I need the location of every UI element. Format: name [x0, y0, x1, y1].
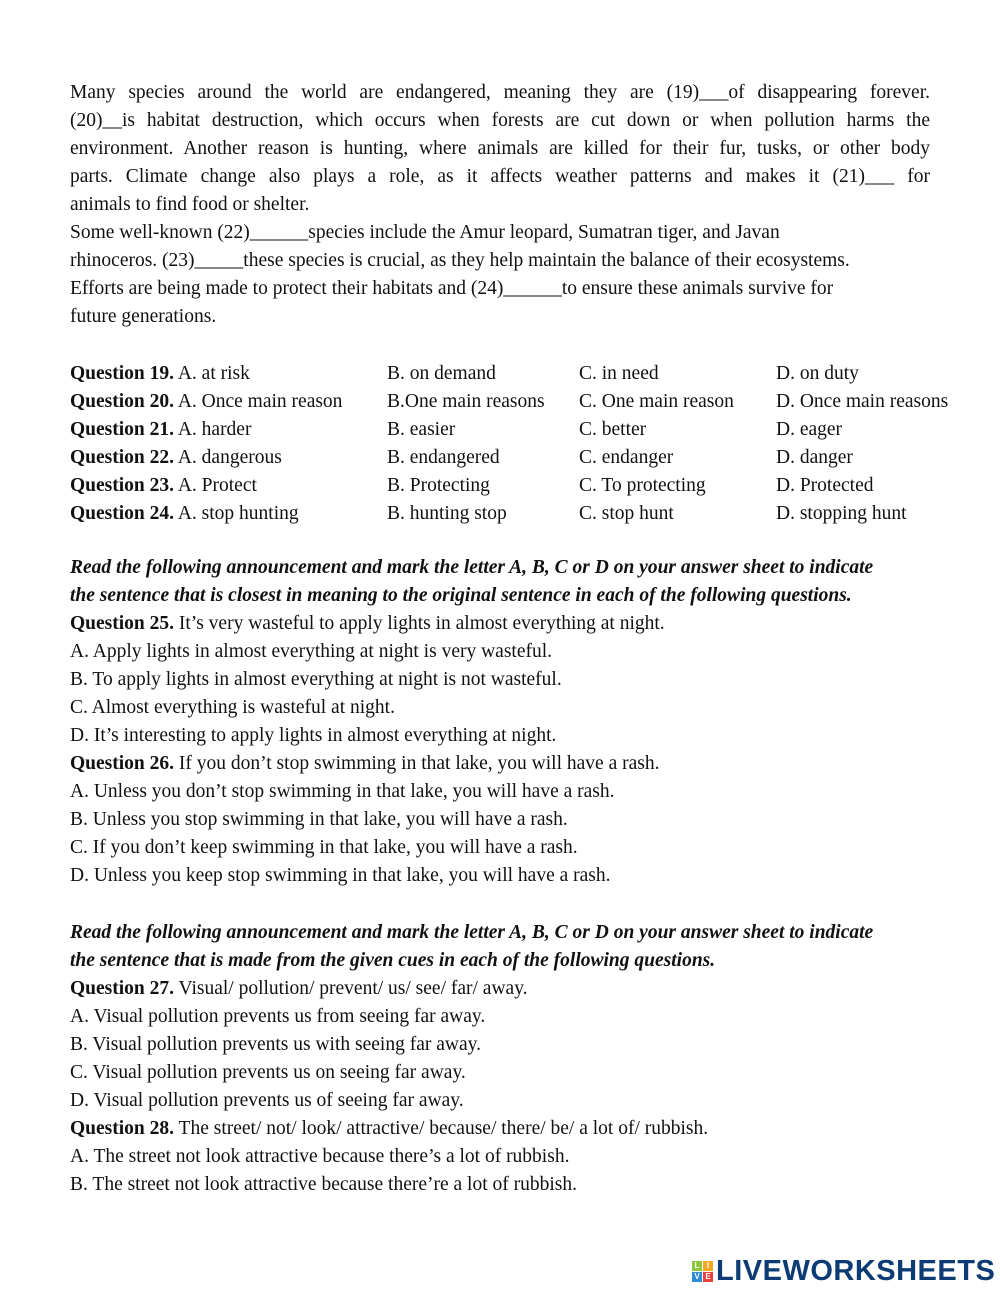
question-text: If you don’t stop swimming in that lake, you will have a rash.: [174, 753, 660, 774]
question-row: [70, 444, 990, 472]
section-given-cues: [70, 919, 930, 1199]
answer-option[interactable]: D. Visual pollution prevents us of seeing far away.: [70, 1090, 464, 1111]
option-d[interactable]: D. danger: [776, 447, 853, 468]
option-d[interactable]: D. on duty: [776, 363, 859, 384]
logo-tiles-icon: [692, 1261, 713, 1282]
option-c[interactable]: C. in need: [579, 363, 659, 384]
question-label: Question 23.: [70, 475, 175, 496]
logo-tile: I: [703, 1261, 713, 1271]
logo-tile: V: [692, 1272, 702, 1282]
answer-option[interactable]: C. If you don’t keep swimming in that lake, you will have a rash.: [70, 837, 578, 858]
option-a[interactable]: A. Protect: [177, 475, 257, 496]
answer-option[interactable]: A. Apply lights in almost everything at night is very wasteful.: [70, 641, 553, 662]
question-label: Question 25.: [70, 613, 175, 634]
passage-line: future generations.: [70, 306, 217, 327]
question-label: Question 19.: [70, 363, 175, 384]
passage-line: rhinoceros. (23)_____these species is crucial, as they help maintain the balance of their ecosystems.: [70, 250, 850, 271]
answer-option[interactable]: A. Unless you don’t stop swimming in that lake, you will have a rash.: [70, 781, 615, 802]
question-stem: [70, 610, 930, 638]
question-text: Visual/ pollution/ prevent/ us/ see/ far/ away.: [174, 978, 528, 999]
question-cell: [70, 360, 387, 388]
option-d[interactable]: D. Once main reasons: [776, 391, 949, 412]
question-cell: [70, 500, 387, 528]
question-cell: [70, 444, 387, 472]
question-label: Question 28.: [70, 1118, 175, 1139]
question-label: Question 27.: [70, 978, 175, 999]
question-cell: [70, 416, 387, 444]
option-b[interactable]: B. Protecting: [387, 475, 490, 496]
question-text: It’s very wasteful to apply lights in almost everything at night.: [174, 613, 665, 634]
option-c[interactable]: C. stop hunt: [579, 503, 674, 524]
question-label: Question 20.: [70, 391, 175, 412]
answer-option[interactable]: C. Visual pollution prevents us on seeing far away.: [70, 1062, 466, 1083]
answer-option[interactable]: B. Unless you stop swimming in that lake, you will have a rash.: [70, 809, 568, 830]
section-closest-meaning: [70, 554, 930, 890]
question-label: Question 26.: [70, 753, 175, 774]
passage-line: environment. Another reason is hunting, where animals are killed for their fur, tusks, or other body: [70, 138, 930, 159]
question-label: Question 21.: [70, 419, 175, 440]
question-stem: [70, 975, 930, 1003]
question-cell: [70, 388, 387, 416]
liveworksheets-logo: [692, 1255, 995, 1288]
option-b[interactable]: B. easier: [387, 419, 456, 440]
question-label: Question 22.: [70, 447, 175, 468]
passage-line: (20)__is habitat destruction, which occurs when forests are cut down or when pollution harms the: [70, 110, 930, 131]
instruction-line: the sentence that is closest in meaning to the original sentence in each of the following questions.: [70, 585, 852, 606]
answer-option[interactable]: D. Unless you keep stop swimming in that lake, you will have a rash.: [70, 865, 611, 886]
instruction-line: Read the following announcement and mark the letter A, B, C or D on your answer sheet to indicate: [70, 922, 874, 943]
passage-line: Many species around the world are endangered, meaning they are (19)___of disappearing forever.: [70, 82, 930, 103]
question-row: [70, 472, 990, 500]
option-b[interactable]: B. hunting stop: [387, 503, 507, 524]
question-row: [70, 360, 990, 388]
question-stem: [70, 750, 930, 778]
option-c[interactable]: C. To protecting: [579, 475, 706, 496]
option-a[interactable]: A. at risk: [177, 363, 250, 384]
answer-option[interactable]: A. The street not look attractive because there’s a lot of rubbish.: [70, 1146, 570, 1167]
passage-line: Some well-known (22)______species include the Amur leopard, Sumatran tiger, and Javan: [70, 222, 780, 243]
option-a[interactable]: A. stop hunting: [177, 503, 299, 524]
answer-option[interactable]: A. Visual pollution prevents us from seeing far away.: [70, 1006, 486, 1027]
option-b[interactable]: B. endangered: [387, 447, 500, 468]
answer-option[interactable]: B. Visual pollution prevents us with seeing far away.: [70, 1034, 481, 1055]
logo-tile: L: [692, 1261, 702, 1271]
question-text: The street/ not/ look/ attractive/ because/ there/ be/ a lot of/ rubbish.: [174, 1118, 709, 1139]
option-a[interactable]: A. harder: [177, 419, 252, 440]
option-d[interactable]: D. eager: [776, 419, 843, 440]
passage-line: Efforts are being made to protect their habitats and (24)______to ensure these animals survive for: [70, 278, 834, 299]
question-row: [70, 416, 990, 444]
passage-line: animals to find food or shelter.: [70, 194, 310, 215]
answer-option[interactable]: D. It’s interesting to apply lights in almost everything at night.: [70, 725, 557, 746]
option-c[interactable]: C. better: [579, 419, 647, 440]
option-c[interactable]: C. One main reason: [579, 391, 734, 412]
question-row: [70, 388, 990, 416]
option-b[interactable]: B. on demand: [387, 363, 496, 384]
question-row: [70, 500, 990, 528]
logo-tile: E: [703, 1272, 713, 1282]
option-b[interactable]: B.One main reasons: [387, 391, 545, 412]
reading-passage: [70, 79, 930, 331]
option-d[interactable]: D. Protected: [776, 475, 874, 496]
answer-option[interactable]: B. The street not look attractive because there’re a lot of rubbish.: [70, 1174, 577, 1195]
answer-option[interactable]: B. To apply lights in almost everything at night is not wasteful.: [70, 669, 562, 690]
option-c[interactable]: C. endanger: [579, 447, 674, 468]
option-d[interactable]: D. stopping hunt: [776, 503, 907, 524]
instruction-line: Read the following announcement and mark the letter A, B, C or D on your answer sheet to indicate: [70, 557, 874, 578]
option-a[interactable]: A. Once main reason: [177, 391, 343, 412]
passage-line: parts. Climate change also plays a role, as it affects weather patterns and makes it (21)___ for: [70, 166, 930, 187]
answer-option[interactable]: C. Almost everything is wasteful at night.: [70, 697, 395, 718]
option-a[interactable]: A. dangerous: [177, 447, 282, 468]
question-cell: [70, 472, 387, 500]
instruction-line: the sentence that is made from the given cues in each of the following questions.: [70, 950, 716, 971]
question-label: Question 24.: [70, 503, 175, 524]
logo-text: LIVEWORKSHEETS: [716, 1255, 996, 1287]
question-stem: [70, 1115, 930, 1143]
multiple-choice-table: [70, 360, 990, 528]
